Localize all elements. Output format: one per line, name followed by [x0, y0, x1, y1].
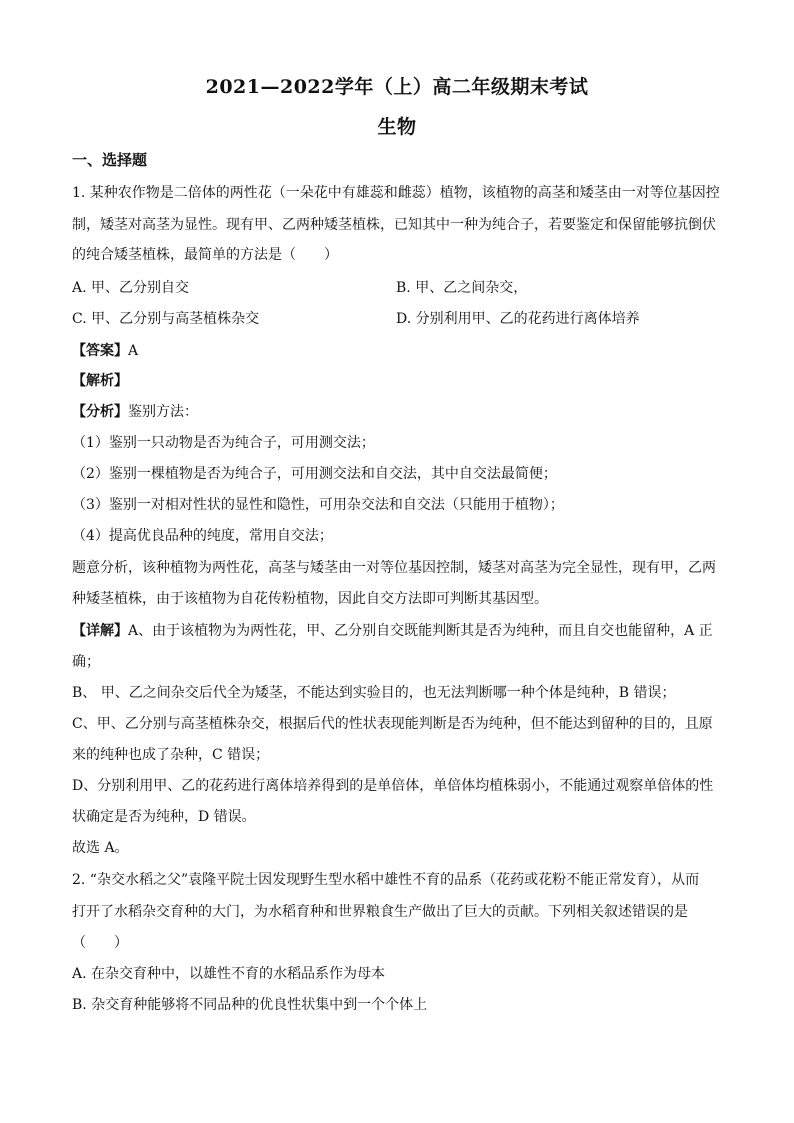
detail-line-2: 确； [72, 654, 100, 670]
analysis-line-1: 题意分析，该种植物为两性花，高茎与矮茎由一对等位基因控制，矮茎对高茎为完全显性，现有甲，乙两 [72, 560, 716, 576]
fenxi-label: 【分析】 [72, 404, 128, 420]
detail-line-3: B、 甲、乙之间杂交后代全为矮茎，不能达到实验目的，也无法判断哪一种个体是纯种，B 错误； [72, 685, 676, 701]
detail-line-5: 来的纯种也成了杂种，C 错误； [72, 747, 270, 763]
section-heading: 一、选择题 [72, 151, 148, 169]
method-point-4: （4）提高优良品种的纯度，常用自交法； [72, 528, 333, 544]
exam-title: 2021—2022学年（上）高二年级期末考试 [205, 76, 589, 98]
q2-option-b: B. 杂交育种能够将不同品种的优良性状集中到一个个体上 [72, 997, 428, 1013]
q1-option-b: B. 甲、乙之间杂交， [396, 280, 528, 296]
analysis-label: 【解析】 [72, 373, 128, 389]
q2-option-a: A. 在杂交育种中，以雄性不育的水稻品系作为母本 [72, 966, 386, 982]
q1-stem-line-3: 的纯合矮茎植株，最简单的方法是（ ） [72, 247, 338, 263]
answer-value: A [128, 343, 139, 359]
q1-option-c: C. 甲、乙分别与高茎植株杂交 [72, 311, 260, 327]
detail-line-6: D、分别利用甲、乙的花药进行离体培养得到的是单倍体，单倍体均植株弱小，不能通过观察单倍体的性 [72, 778, 714, 794]
q2-stem-line-2: 打开了水稻杂交育种的大门，为水稻育种和世界粮食生产做出了巨大的贡献。下列相关叙述错误的是 [72, 904, 688, 920]
method-point-3: （3）鉴别一对相对性状的显性和隐性，可用杂交法和自交法（只能用于植物）； [72, 497, 564, 513]
q1-answer-line [72, 341, 722, 361]
detail-line-1 [72, 621, 722, 641]
q1-option-d: D. 分别利用甲、乙的花药进行离体培养 [396, 311, 640, 327]
q2-stem-line-1: 2. “杂交水稻之父”袁隆平院士因发现野生型水稻中雄性不育的品系（花药或花粉不能正常发育），从而 [72, 872, 700, 888]
q1-stem-line-2: 制，矮茎对高茎为显性。现有甲、乙两种矮茎植株，已知其中一种为纯合子，若要鉴定和保留能够抗倒伏 [72, 217, 716, 233]
q1-option-a: A. 甲、乙分别自交 [72, 280, 190, 296]
detail-line-7: 状确定是否为纯种，D 错误。 [72, 809, 256, 825]
detail-label: 【详解】 [72, 623, 128, 639]
fenxi-text: 鉴别方法： [128, 404, 198, 420]
subject-title: 生物 [377, 116, 417, 138]
q2-stem-line-3: （ ） [72, 935, 128, 951]
analysis-line-2: 种矮茎植株，由于该植物为自花传粉植物，因此自交方法即可判断其基因型。 [72, 591, 548, 607]
detail-line-4: C、甲、乙分别与高茎植株杂交，根据后代的性状表现能判断是否为纯种，但不能达到留种的目的，且原 [72, 716, 713, 732]
detail-line-8: 故选 A。 [72, 840, 129, 856]
method-point-2: （2）鉴别一棵植物是否为纯合子，可用测交法和自交法，其中自交法最简便； [72, 466, 557, 482]
method-point-1: （1）鉴别一只动物是否为纯合子，可用测交法； [72, 435, 375, 451]
q1-stem-line-1: 1. 某种农作物是二倍体的两性花（一朵花中有雄蕊和雌蕊）植物，该植物的高茎和矮茎由一对等位基因控 [72, 185, 720, 201]
answer-label: 【答案】 [72, 343, 128, 359]
fenxi-line [72, 402, 722, 422]
detail-text-1: A、由于该植物为为两性花，甲、乙分别自交既能判断其是否为纯种，而且自交也能留种，A 正 [128, 623, 713, 639]
